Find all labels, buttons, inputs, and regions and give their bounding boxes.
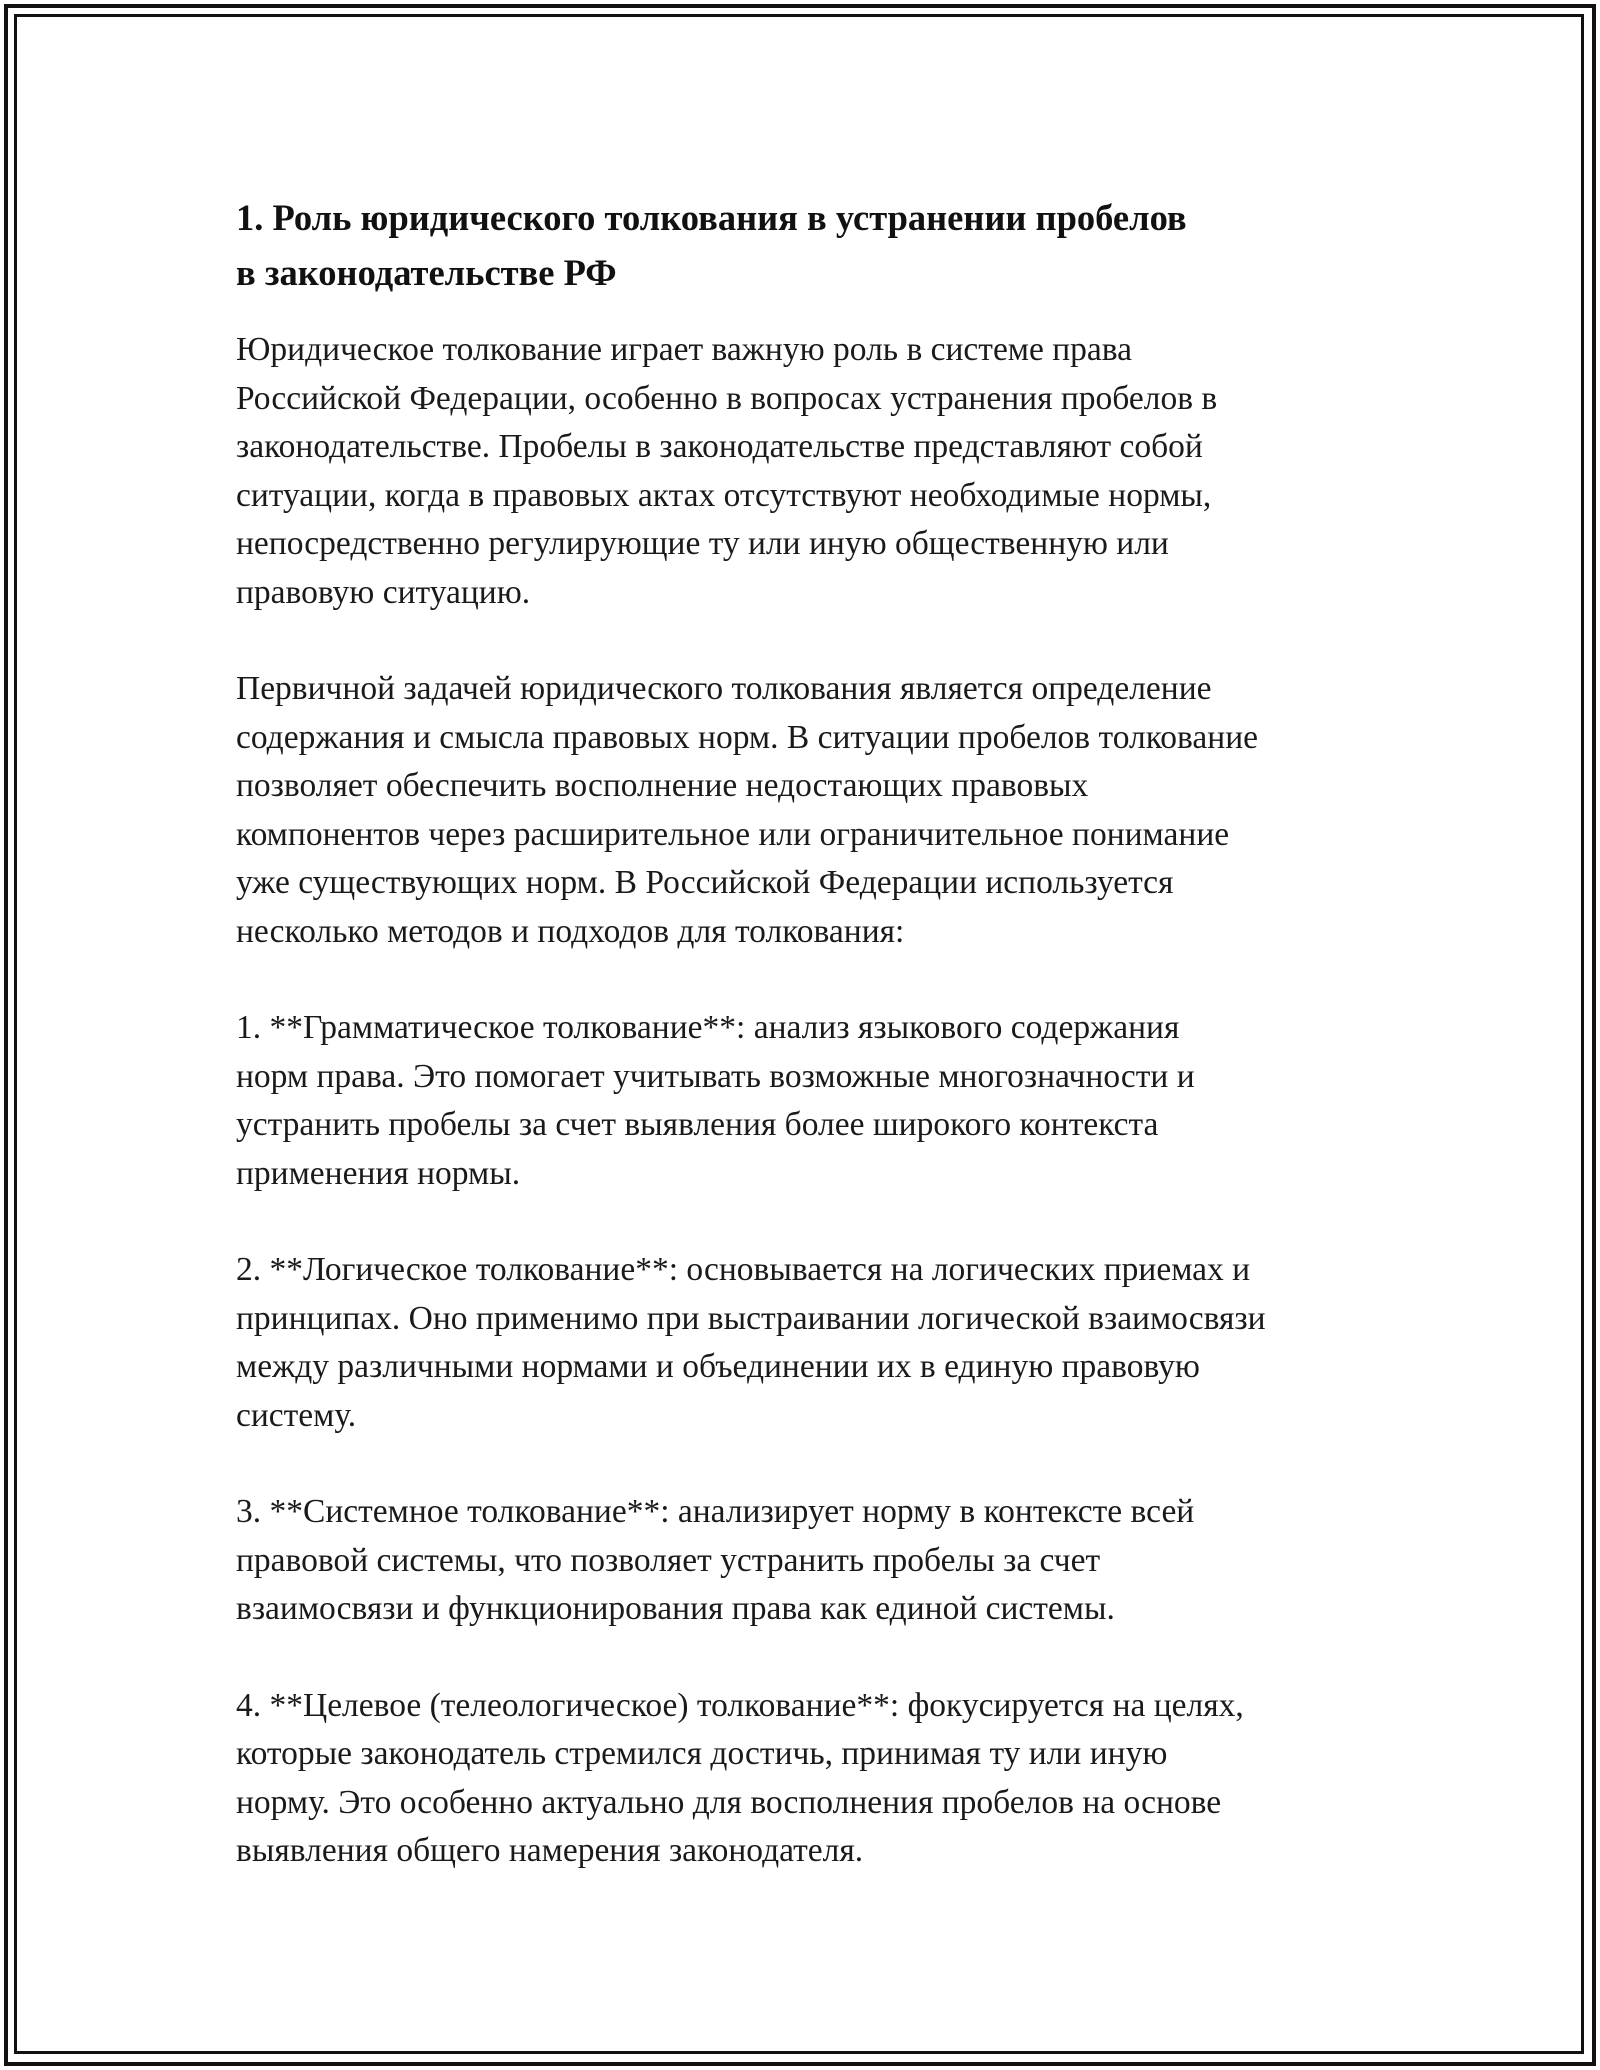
paragraph-intro bbox=[236, 326, 1376, 617]
text-line: 4. **Целевое (телеологическое) толкование**: фокусируется на целях, bbox=[236, 1686, 1244, 1724]
text-line: систему. bbox=[236, 1396, 357, 1434]
text-line: Российской Федерации, особенно в вопросах устранения пробелов в bbox=[236, 379, 1218, 417]
text-line: принципах. Оно применимо при выстраивании логической взаимосвязи bbox=[236, 1299, 1266, 1337]
text-line: устранить пробелы за счет выявления более широкого контекста bbox=[236, 1106, 1159, 1143]
paragraph-primary-task bbox=[236, 665, 1376, 956]
text-line: уже существующих норм. В Российской Федерации используется bbox=[236, 864, 1174, 901]
text-line: законодательстве. Пробелы в законодательстве представляют собой bbox=[236, 428, 1203, 465]
document-title bbox=[236, 190, 1376, 300]
list-item-teleological bbox=[236, 1682, 1376, 1876]
text-line: содержания и смысла правовых норм. В ситуации пробелов толкование bbox=[236, 718, 1259, 756]
list-item-logical bbox=[236, 1246, 1376, 1440]
title-line-2: в законодательстве РФ bbox=[236, 252, 617, 293]
text-line: непосредственно регулирующие ту или иную общественную или bbox=[236, 525, 1169, 562]
text-line: правовую ситуацию. bbox=[236, 573, 531, 611]
text-line: которые законодатель стремился достичь, принимая ту или иную bbox=[236, 1735, 1168, 1772]
text-line: 1. **Грамматическое толкование**: анализ языкового содержания bbox=[236, 1009, 1180, 1046]
text-line: взаимосвязи и функционирования права как единой системы. bbox=[236, 1590, 1115, 1627]
text-line: правовой системы, что позволяет устранить пробелы за счет bbox=[236, 1541, 1101, 1579]
document-body bbox=[236, 190, 1376, 1924]
text-line: применения нормы. bbox=[236, 1154, 521, 1192]
text-line: между различными нормами и объединении их в единую правовую bbox=[236, 1348, 1200, 1385]
text-line: 3. **Системное толкование**: анализирует норму в контексте всей bbox=[236, 1493, 1195, 1530]
title-line-1: 1. Роль юридического толкования в устранении пробелов bbox=[236, 197, 1187, 238]
list-item-systemic bbox=[236, 1488, 1376, 1634]
text-line: норм права. Это помогает учитывать возможные многозначности и bbox=[236, 1057, 1195, 1095]
text-line: 2. **Логическое толкование**: основывается на логических приемах и bbox=[236, 1251, 1251, 1288]
text-line: Первичной задачей юридического толкования является определение bbox=[236, 670, 1212, 707]
text-line: ситуации, когда в правовых актах отсутствуют необходимые нормы, bbox=[236, 476, 1212, 514]
text-line: выявления общего намерения законодателя. bbox=[236, 1832, 864, 1869]
text-line: норму. Это особенно актуально для восполнения пробелов на основе bbox=[236, 1783, 1222, 1821]
list-item-grammatical bbox=[236, 1004, 1376, 1198]
text-line: позволяет обеспечить восполнение недостающих правовых bbox=[236, 767, 1089, 804]
text-line: Юридическое толкование играет важную роль в системе права bbox=[236, 331, 1133, 368]
text-line: компонентов через расширительное или ограничительное понимание bbox=[236, 815, 1230, 853]
text-line: несколько методов и подходов для толкования: bbox=[236, 912, 905, 950]
